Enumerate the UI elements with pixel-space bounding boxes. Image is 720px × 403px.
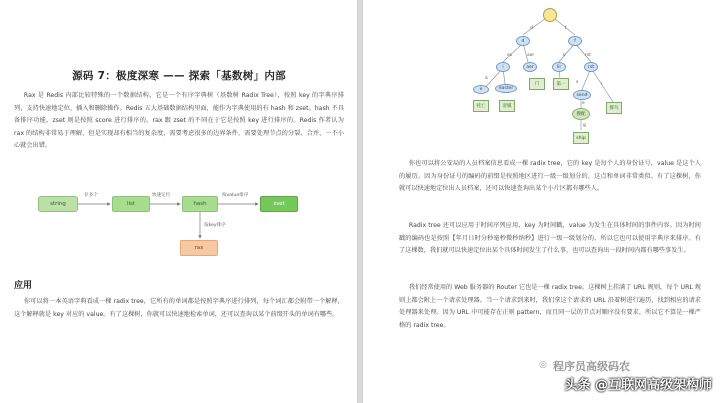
tree-leaf: 门 — [529, 78, 545, 90]
tree-edge-label: ir — [563, 53, 567, 58]
tree-leaf: 群鸟 — [606, 102, 622, 114]
tree-node: send — [573, 90, 591, 100]
tree-node: e — [473, 85, 489, 94]
tree-edge-label: i — [601, 82, 603, 87]
tree-node: rst — [584, 62, 598, 72]
tree-node: aer — [523, 62, 537, 72]
tree-edge-label: f — [565, 26, 567, 31]
tree-edge-label: rst — [585, 53, 591, 58]
right-page — [362, 0, 720, 403]
flow-diagram-arrows — [0, 0, 358, 270]
tree-edge-label: a — [485, 76, 488, 81]
flow-edge-label: 按key排序 — [204, 223, 226, 228]
flow-node-list: list — [112, 196, 150, 212]
flow-edge-label: 存多个 — [84, 193, 98, 198]
intro-paragraph: Rax 是 Redis 内部比较特殊的一个数据结构，它是一个有序字典树（基数树 Radix Tree），按照 key 的字典序排列，支持快速地定位、插入和删除操作。Redis 五大基础数据结构里面，能作为字典使用的有 hash 和 zset。hash 不具备排序功能，zset 则是按照 score 进行排序的。rax 跟 zset 的不同在于它是按照 key 进行排序的。Redis 作者认为 rax 的结构非常易于理解，但是实现却有相当的复杂度，需要考虑很多的边界条件，需要处理节点的分裂、合并，一不小心就会出错。 — [14, 92, 344, 150]
brand-watermark: 头条 @互联网高级架构师 — [564, 378, 712, 393]
flow-node-rax: rax — [180, 240, 218, 256]
tree-node: f — [568, 36, 582, 46]
paragraph-3: 我们经常使用的 Web 服务器的 Router 它也是一棵 radix tree。这棵树上挂满了 URL 规则，每个 URL 规则上都会附上一个请求处理器。当一个请求到来时，我们拿这个请求的 URL 沿着树进行遍历，找到相应的请求处理器来处理。因为 URL 中可能存在正则 pattern，而且同一层的节点对顺序没有要求，所以它不算是一棵严格的 radix tree。 — [399, 284, 701, 329]
tree-node: d — [516, 36, 530, 46]
tree-edge-label: g — [583, 123, 586, 128]
tree-edge-label: s — [576, 80, 579, 85]
tree-root-node — [543, 8, 557, 22]
paragraph-1: 你也可以将公安局的人员档案信息看成一棵 radix tree，它的 key 是每个人的身份证号，value 是这个人的履历。因为身份证号的编码的前缀是按照地区进行一级一级划分的，这点和单词非常类似。有了这棵树，你就可以快速地定位出人员档案，还可以快速查询出某个小片区都有哪些人。 — [399, 160, 701, 193]
flow-node-string: string — [38, 196, 78, 212]
tree-leaf: 第一 — [553, 78, 569, 90]
tree-node: lir — [552, 62, 566, 72]
flow-node-zset: zset — [260, 196, 298, 212]
tree-edge-label: ex — [507, 53, 513, 58]
flow-edge-label: 快速定位 — [152, 193, 171, 198]
tree-node: easter — [495, 84, 517, 93]
application-paragraph: 你可以将一本英语字典看成一棵 radix tree，它所有的单词都是按照字典序进行排列，每个词汇都会附带一个解释，这个解释就是 key 对应的 value。有了这棵树，你就可以快速地检索单词，还可以查询以某个前缀开头的单词有哪些。 — [14, 298, 344, 318]
flow-node-hash: hash — [182, 196, 218, 212]
left-page — [0, 0, 358, 403]
wechat-icon: ◎ — [539, 360, 547, 370]
tree-leaf: ship — [573, 132, 589, 144]
tree-leaf: 托亡 — [473, 100, 489, 112]
tree-edge-label: e — [582, 101, 585, 106]
tree-edge-label: aer — [527, 53, 535, 58]
tree-edge-label: d — [530, 26, 533, 31]
tree-leaf: 帝媒 — [499, 100, 515, 112]
flow-edge-label: 按value排序 — [222, 193, 249, 198]
paragraph-2: Radix tree 还可以应用于时间序列应用，key 为时间戳，value 为发生在具体时间的事件内容。因为时间戳的编码也是按照【年月日时分秒毫秒微秒纳秒】进行一级一级划分的，所以它也可以使用字典序来排序。有了这棵数，我们就可以快速定位出某个具体时间发生了什么事，也可以查询出一段时间内都有哪些事发生。 — [399, 222, 701, 255]
watermark-text: 程序员高级码农 — [553, 360, 630, 373]
tree-node: 搜配 — [572, 108, 590, 120]
tree-node: i — [496, 62, 510, 72]
page-title: 源码 7：极度深寒 —— 探索「基数树」内部 — [72, 70, 286, 82]
section-heading: 应用 — [14, 281, 33, 291]
